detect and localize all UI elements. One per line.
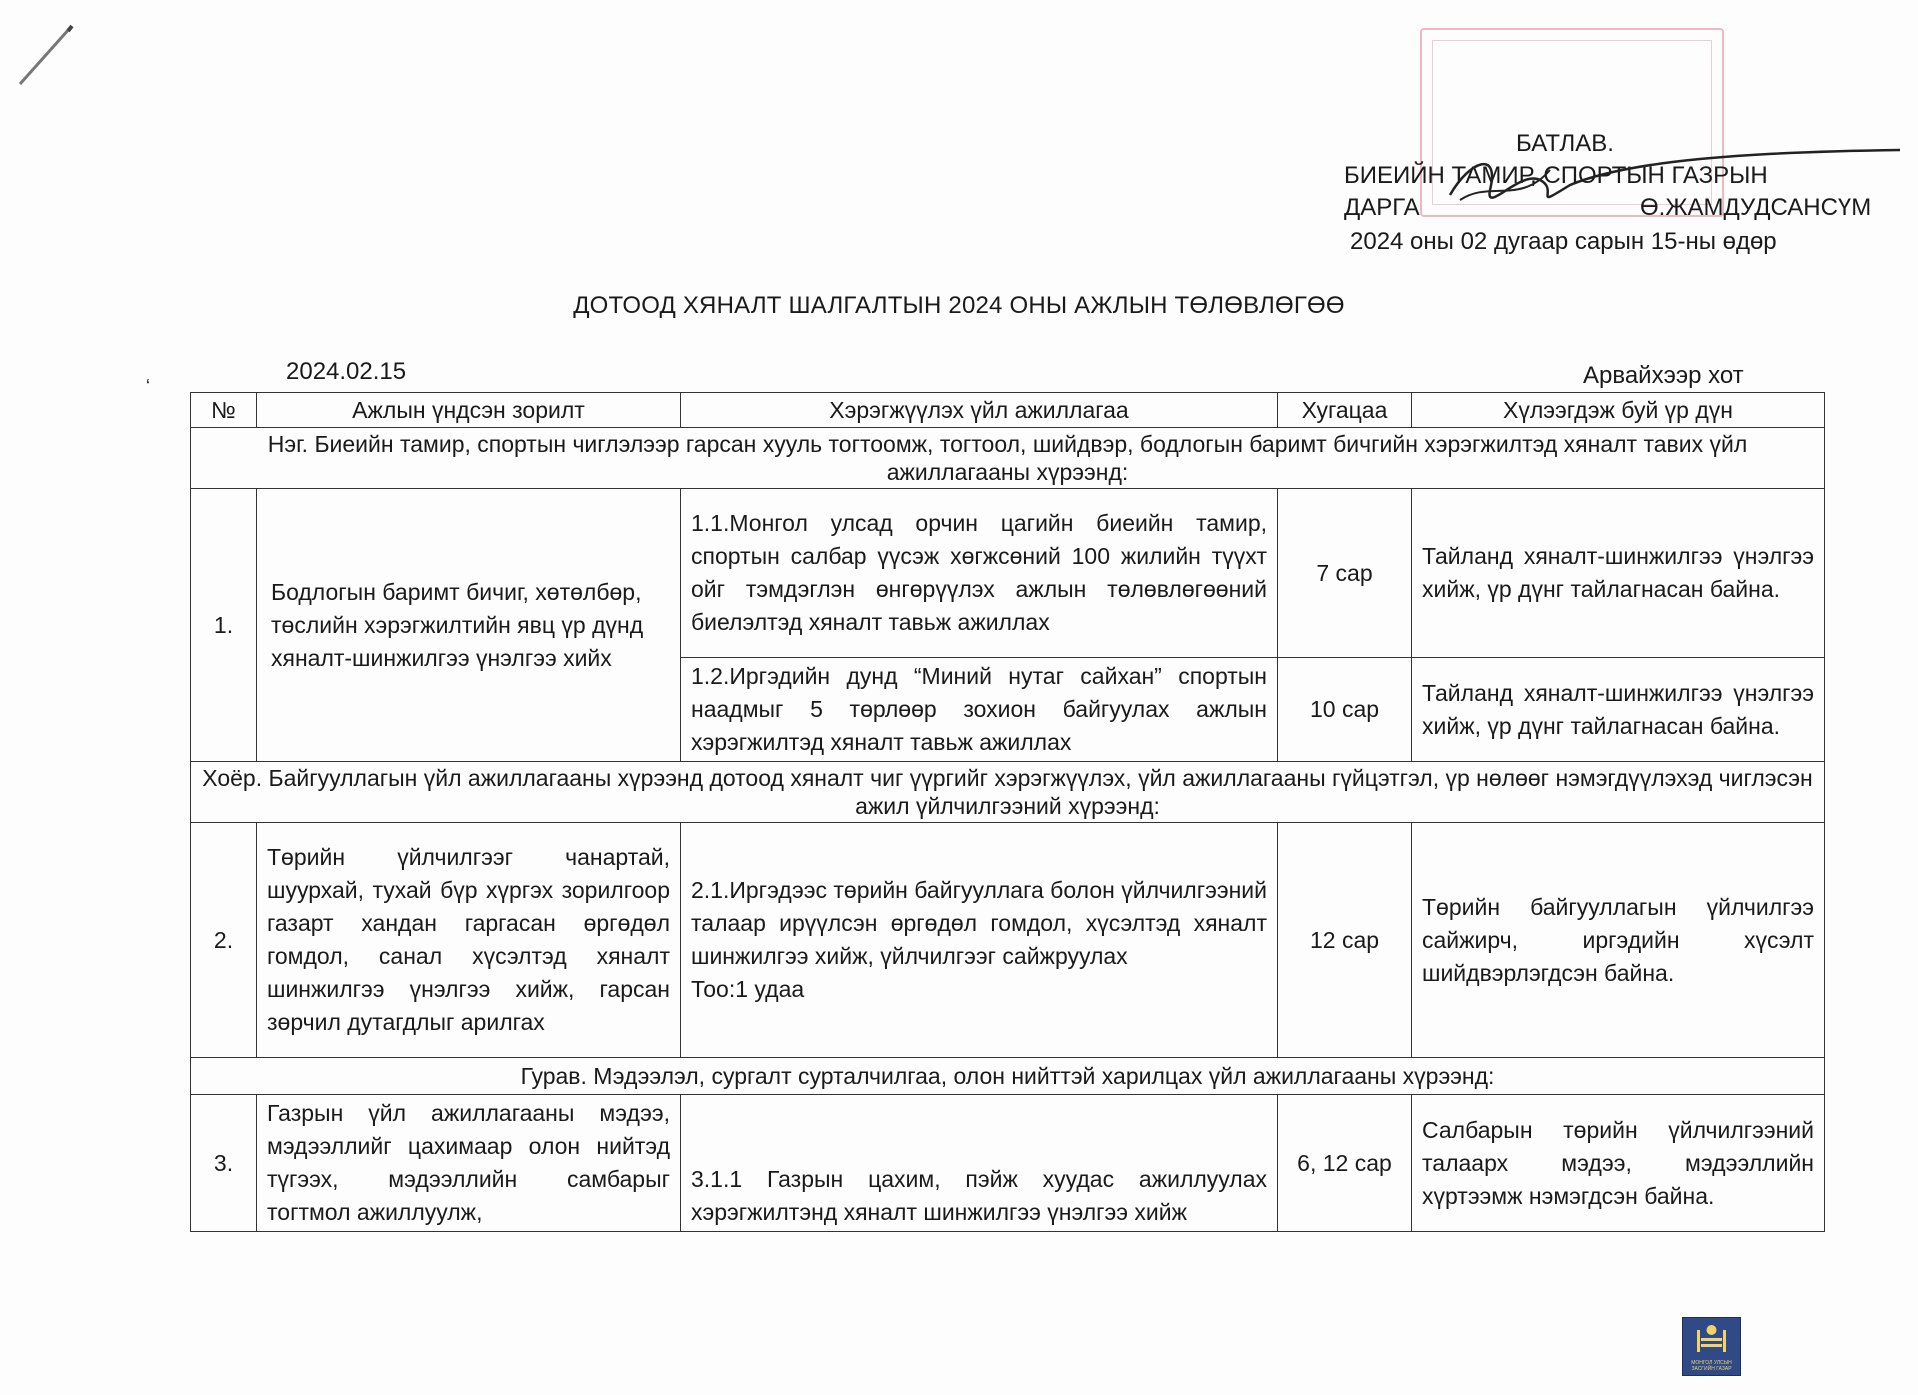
approval-date: 2024 оны 02 дугаар сарын 15-ны өдөр [1350,228,1777,255]
row-activity: 3.1.1 Газрын цахим, пэйж хуудас ажиллуулах хэрэгжилтэнд хяналт шинжилгээ үнэлгээ хийж [681,1095,1278,1232]
header-result: Хүлээгдэж буй үр дүн [1412,393,1825,428]
header-activity: Хэрэгжүүлэх үйл ажиллагаа [681,393,1278,428]
header-duration: Хугацаа [1278,393,1412,428]
row-activity-cell [681,823,1278,1058]
row-number: 1. [191,489,257,762]
section-title: Нэг. Биеийн тамир, спортын чиглэлээр гарсан хууль тогтоомж, тогтоол, шийдвэр, бодлогын баримт бичгийн хэрэгжилтэд хяналт тавих үйл ажиллагааны хүрээнд: [191,428,1825,489]
approval-role: ДАРГА [1344,194,1420,221]
section-row [191,762,1825,823]
approval-title: БАТЛАВ. [1516,130,1614,157]
row-result: Салбарын төрийн үйлчилгээний талаарх мэдээ, мэдээллийн хүртээмж нэмэгдсэн байна. [1412,1095,1825,1232]
work-plan-table [190,392,1825,1232]
row-activity: 2.1.Иргэдээс төрийн байгууллага болон үйлчилгээний талаар ирүүлсэн өргөдөл гомдол, хүсэлтэд хяналт шинжилгээ хийж, үйлчилгээг сайжруулах [691,877,1267,969]
document-title: ДОТООД ХЯНАЛТ ШАЛГАЛТЫН 2024 ОНЫ АЖЛЫН ТӨЛӨВЛӨГӨӨ [573,292,1345,319]
row-number: 2. [191,823,257,1058]
soyombo-icon [1683,1318,1740,1358]
row-goal: Бодлогын баримт бичиг, хөтөлбөр, төслийн хэрэгжилтийн явц үр дүнд хяналт-шинжилгээ үнэлгээ хийх [257,489,681,762]
staple-mark [14,22,84,92]
row-duration: 7 сар [1278,489,1412,658]
approval-name: Ө.ЖАМДУДСАНСҮМ [1640,194,1872,221]
row-activity: 1.1.Монгол улсад орчин цагийн биеийн тамир, спортын салбар үүсэж хөгжсөний 100 жилийн түүхт ойг тэмдэглэн өнгөрүүлэх ажлын төлөвлөгөөний биелэлтэд хяналт тавьж ажиллах [681,489,1278,658]
signature [1430,140,1918,230]
row-goal: Газрын үйл ажиллагааны мэдээ, мэдээллийг цахимаар олон нийтэд түгээх, мэдээллийн самбарыг тогтмол ажиллуулж, [257,1095,681,1232]
table-row [191,489,1825,658]
row-activity: 1.2.Иргэдийн дунд “Миний нутаг сайхан” спортын наадмыг 5 төрлөөр зохион байгуулах ажлын хэрэгжилтэд хяналт тавьж ажиллах [681,658,1278,762]
row-duration: 12 сар [1278,823,1412,1058]
row-number: 3. [191,1095,257,1232]
row-result: Тайланд хяналт-шинжилгээ үнэлгээ хийж, үр дүнг тайлагнасан байна. [1412,489,1825,658]
document-place: Арвайхээр хот [1583,362,1744,389]
stray-mark: ‘ [146,376,150,396]
row-duration: 10 сар [1278,658,1412,762]
table-header-row [191,393,1825,428]
row-result: Тайланд хяналт-шинжилгээ үнэлгээ хийж, үр дүнг тайлагнасан байна. [1412,658,1825,762]
section-title: Гурав. Мэдээлэл, сургалт сурталчилгаа, олон нийттэй харилцах үйл ажиллагааны хүрээнд: [191,1058,1825,1095]
document-date: 2024.02.15 [286,358,407,385]
approval-organization: БИЕИЙН ТАМИР, СПОРТЫН ГАЗРЫН [1344,162,1768,189]
header-number: № [191,393,257,428]
row-goal: Төрийн үйлчилгээг чанартай, шуурхай, тухай бүр хүргэх зорилгоор газарт хандан гаргасан өргөдөл гомдол, санал хүсэлтэд хяналт шинжилгээ үнэлгээ хийж, гарсан зөрчил дутагдлыг арилгах [257,823,681,1058]
section-row [191,1058,1825,1095]
section-row [191,428,1825,489]
header-goal: Ажлын үндсэн зорилт [257,393,681,428]
table-row [191,823,1825,1058]
section-title: Хоёр. Байгууллагын үйл ажиллагааны хүрээнд дотоод хяналт чиг үүргийг хэрэгжүүлэх, үйл ажиллагааны гүйцэтгэл, үр нөлөөг нэмэгдүүлэхэд чиглэсэн ажил үйлчилгээний хүрээнд: [191,762,1825,823]
row-activity-count: Тоо:1 удаа [691,976,805,1002]
row-result: Төрийн байгууллагын үйлчилгээ сайжирч, иргэдийн хүсэлт шийдвэрлэгдсэн байна. [1412,823,1825,1058]
table-row [191,1095,1825,1232]
logo-caption: МОНГОЛ УЛСЫН ЗАСГИЙН ГАЗАР [1691,1360,1732,1372]
government-logo [1682,1317,1741,1376]
row-duration: 6, 12 сар [1278,1095,1412,1232]
